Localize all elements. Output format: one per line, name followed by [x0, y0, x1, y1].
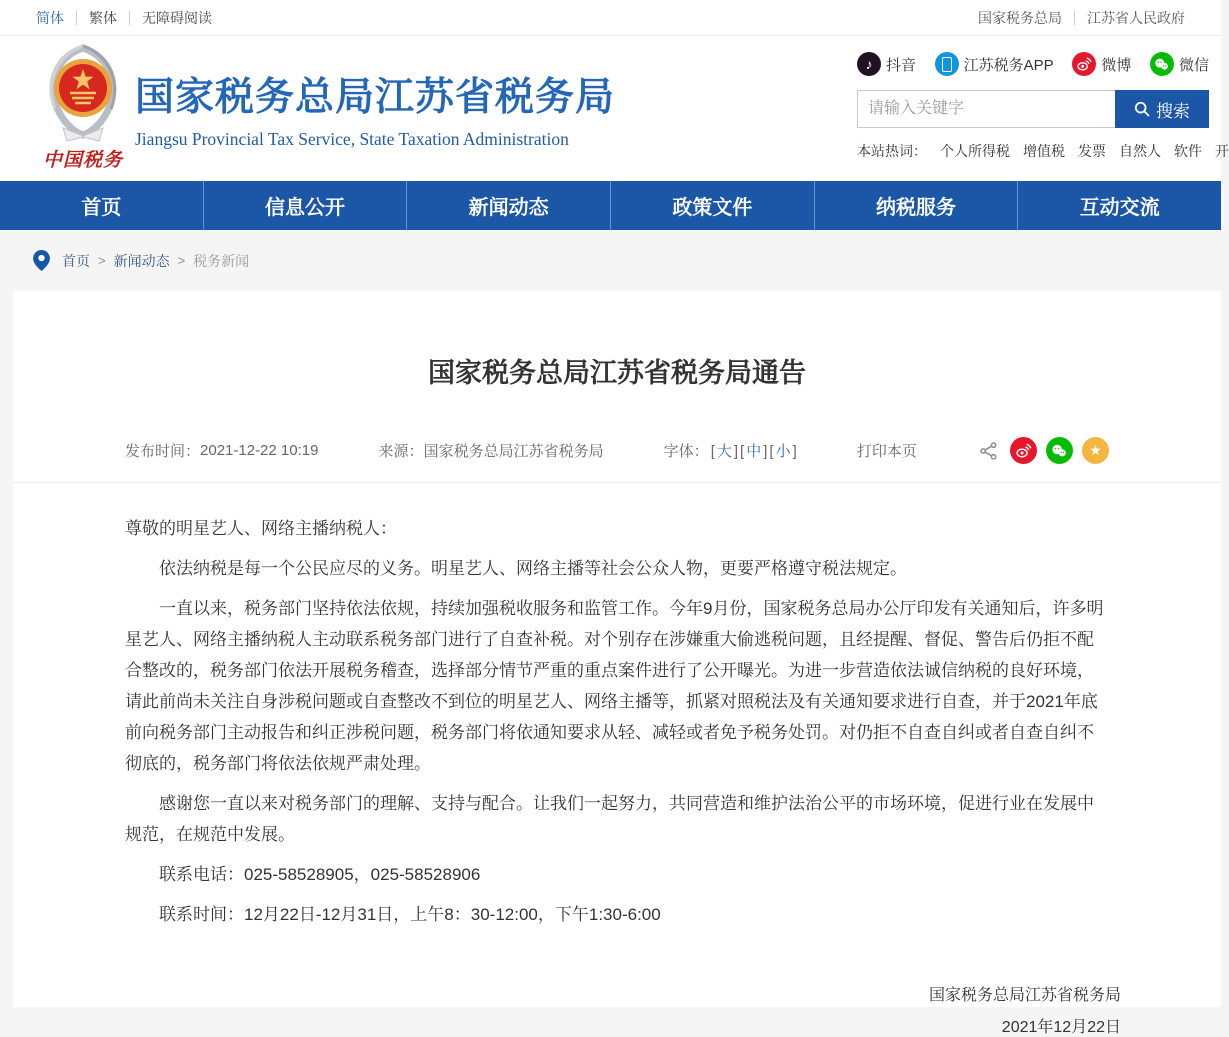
font-size-button[interactable]: [ 中 ] — [740, 443, 768, 460]
nav-item[interactable]: 首页 — [81, 197, 122, 219]
topbar-right — [978, 8, 1185, 28]
share-weibo-icon[interactable] — [1010, 437, 1037, 464]
article-paragraph: 一直以来，税务部门坚持依法依规，持续加强税收服务和监管工作。今年9月份，国家税务总局办公厅印发有关通知后，许多明星艺人、网络主播纳税人主动联系税务部门进行了自查补税。对个别存在涉嫌重大偷逃税问题，且经提醒、督促、警告后仍拒不配合整改的，税务部门依法开展税务稽查，选择部分情节严重的重点案件进行了公开曝光。为进一步营造依法诚信纳税的良好环境，请此前尚未关注自身涉税问题或自查整改不到位的明星艺人、网络主播等，抓紧对照税法及有关通知要求进行自查，并于2021年底前向税务部门主动报告和纠正涉税问题，税务部门将依通知要求从轻、减轻或者免予税务处罚。对仍拒不自查自纠或者自查自纠不彻底的，税务部门将依法依规严肃处理。 — [125, 599, 1104, 773]
lang-simplified-link[interactable]: 简体 — [36, 9, 64, 26]
accessibility-link[interactable]: 无障碍阅读 — [142, 9, 212, 26]
article-paragraph: 尊敬的明星艺人、网络主播纳税人： — [125, 519, 397, 538]
breadcrumb-item — [62, 251, 114, 271]
social-label: 江苏税务APP — [963, 56, 1054, 74]
douyin-icon: ♪ — [857, 52, 881, 76]
font-size-control — [664, 440, 797, 461]
hot-word-link[interactable]: 软件 — [1174, 143, 1202, 159]
douyin-link[interactable] — [857, 52, 916, 76]
topbar-left — [36, 8, 212, 28]
share-icon[interactable] — [977, 439, 1001, 463]
social-row — [857, 50, 1209, 78]
article-paragraph: 联系电话：025-58528905，025-58528906 — [159, 865, 481, 884]
divider — [129, 11, 130, 25]
source-value: 国家税务总局江苏省税务局 — [423, 443, 604, 460]
hot-words-label: 本站热词： — [857, 143, 927, 159]
source-label: 来源： — [378, 443, 424, 460]
hot-words-row — [857, 141, 1229, 161]
logo-caption: 中国税务 — [42, 150, 123, 171]
divider — [1074, 11, 1075, 25]
nav-item[interactable]: 政策文件 — [610, 181, 814, 230]
breadcrumb-link[interactable]: 税务新闻 — [193, 252, 250, 269]
font-size-button[interactable]: [ 大 ] — [710, 443, 739, 460]
search-input[interactable] — [857, 90, 1115, 128]
jiangsu-tax-app-link[interactable] — [935, 52, 1054, 76]
wechat-icon — [1150, 52, 1174, 76]
header-right — [857, 50, 1229, 161]
main-nav — [0, 181, 1221, 230]
weibo-icon — [1072, 52, 1096, 76]
nav-item[interactable]: 信息公开 — [203, 181, 407, 230]
breadcrumb-item — [193, 251, 249, 271]
jiangsu-gov-link[interactable]: 江苏省人民政府 — [1087, 9, 1185, 26]
hot-word-link[interactable]: 开 — [1215, 143, 1229, 159]
signature-block — [13, 982, 1221, 1037]
divider — [76, 11, 77, 25]
sat-home-link[interactable]: 国家税务总局 — [978, 9, 1062, 26]
publish-label: 发布时间： — [125, 443, 201, 460]
social-label: 微博 — [1101, 56, 1132, 74]
share-qzone-icon[interactable]: ★ — [1082, 437, 1109, 464]
article-paragraph: 依法纳税是每一个公民应尽的义务。明星艺人、网络主播等社会公众人物，更要严格遵守税法规定。 — [159, 559, 907, 578]
breadcrumb-separator: > — [177, 253, 186, 268]
breadcrumb-item — [114, 251, 194, 271]
breadcrumb-link[interactable]: 新闻动态 — [113, 252, 170, 269]
article-source — [379, 440, 604, 461]
hot-word-link[interactable]: 增值税 — [1023, 143, 1065, 159]
article-meta-row — [13, 437, 1221, 483]
hot-word-link[interactable]: 发票 — [1078, 143, 1106, 159]
publish-time — [125, 440, 318, 461]
breadcrumb-strip — [0, 230, 1221, 291]
publish-value: 2021-12-22 10:19 — [200, 442, 319, 459]
breadcrumb-link[interactable]: 首页 — [62, 252, 90, 269]
breadcrumb — [33, 250, 249, 271]
print-page-button[interactable]: 打印本页 — [856, 443, 917, 460]
search-icon — [1134, 101, 1150, 117]
article-body — [13, 483, 1221, 930]
share-group — [977, 437, 1109, 464]
hot-word-link[interactable]: 自然人 — [1119, 143, 1161, 159]
article-paragraph: 联系时间：12月22日-12月31日，上午8：30-12:00，下午1:30-6:00 — [159, 905, 661, 924]
article-card — [13, 291, 1221, 1036]
hot-word-link[interactable]: 个人所得税 — [940, 143, 1010, 159]
site-title-block — [135, 76, 615, 150]
breadcrumb-separator: > — [98, 253, 106, 268]
signature-date: 2021年12月22日 — [1001, 1019, 1121, 1036]
search-button[interactable] — [1115, 90, 1209, 128]
article-paragraph: 感谢您一直以来对税务部门的理解、支持与配合。让我们一起努力，共同营造和维护法治公平的市场环境，促进行业在发展中规范，在规范中发展。 — [125, 794, 1094, 844]
jiangsu-tax-app-icon — [935, 52, 959, 76]
font-size-button[interactable]: [ 小 ] — [769, 443, 797, 460]
share-wechat-icon[interactable] — [1046, 437, 1073, 464]
topbar — [0, 0, 1221, 36]
location-pin-icon — [33, 250, 50, 271]
nav-item[interactable]: 新闻动态 — [406, 181, 610, 230]
article-title: 国家税务总局江苏省税务局通告 — [428, 358, 806, 388]
site-header — [0, 36, 1229, 181]
search-button-label: 搜索 — [1156, 101, 1190, 121]
weibo-link[interactable] — [1072, 52, 1131, 76]
social-label: 微信 — [1178, 56, 1209, 74]
signature: 国家税务总局江苏省税务局 — [928, 987, 1121, 1004]
site-logo[interactable] — [33, 42, 133, 172]
search-bar — [857, 90, 1209, 128]
font-size-label: 字体： — [663, 443, 709, 460]
lang-traditional-link[interactable]: 繁体 — [89, 9, 117, 26]
wechat-link[interactable] — [1150, 52, 1209, 76]
nav-item[interactable]: 互动交流 — [1017, 181, 1221, 230]
site-title[interactable]: 国家税务总局江苏省税务局 — [135, 76, 616, 119]
tax-emblem-icon — [34, 129, 132, 146]
site-subtitle: Jiangsu Provincial Tax Service, State Taxation Administration — [135, 129, 569, 149]
social-label: 抖音 — [886, 56, 917, 74]
nav-item[interactable]: 纳税服务 — [814, 181, 1018, 230]
